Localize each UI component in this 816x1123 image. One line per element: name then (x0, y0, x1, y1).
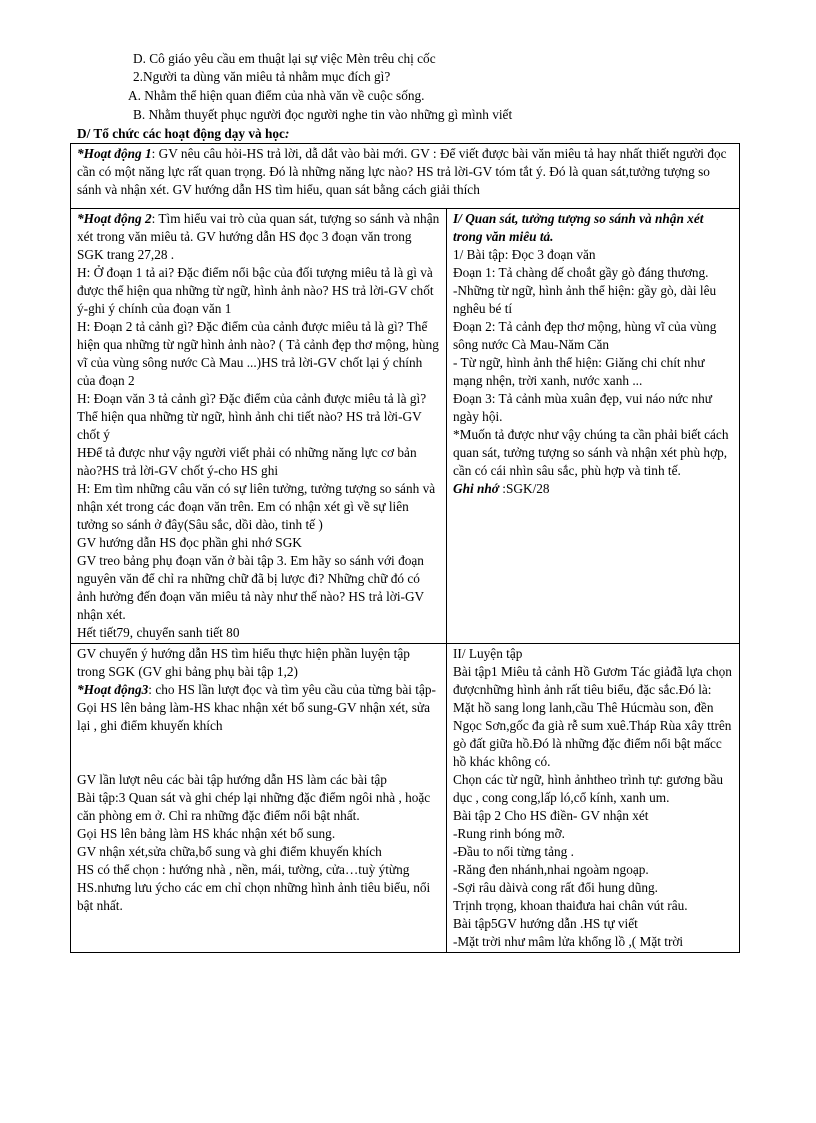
exercise-2-label: Bài tập 2 Cho HS điền- GV nhận xét (453, 808, 649, 823)
exercise-1-details: Mặt hồ sang long lanh,cầu Thê Húcmàu son, đền Ngọc Sơn,gốc đa già rễ sum xuê.Tháp Rùa xây ttrên gò đất giữa hồ.Đó là những đặc điểm nổi bật mấcc hồ khác không có. (453, 700, 732, 769)
spacer (77, 735, 441, 771)
activity2-title: *Hoạt động 2 (77, 211, 152, 226)
memory-note-text: :SGK/28 (498, 481, 550, 496)
activity3-guide: GV lần lượt nêu các bài tập hướng dẫn HS làm các bài tập (77, 772, 387, 787)
activity2-board-exercise: GV treo bảng phụ đoạn văn ở bài tập 3. Em hãy so sánh với đoạn nguyên văn để chỉ ra những chữ đã bị lược đi? Những chữ đó có ảnh hưởng đến đoạn văn miêu tả này như thế nào? HS trả lời-GV nhận xét. (77, 553, 424, 622)
activity2-intro (77, 210, 441, 264)
activity2-question-1: H: Ở đoạn 1 tả ai? Đặc điểm nổi bậc của đối tượng miêu tả là gì và được thể hiện qua những từ ngữ, hình ảnh nào? HS trả lời-GV chốt ý-ghi ý chính của đoạn văn 1 (77, 265, 434, 316)
activity2-question-5: H: Em tìm những câu văn có sự liên tưởng, tưởng tượng so sánh và nhận xét trong các đoạn văn trên. Em có nhận xét gì về sự liên tưởng so sánh ở đây(Sâu sắc, dồi dào, tinh tế ) (77, 481, 436, 532)
memory-note (453, 480, 734, 498)
conclusion-text: *Muốn tả được như vậy chúng ta cần phải biết cách quan sát, tưởng tượng so sánh và nhận xét phù hợp, cần có cái nhìn sâu sắc, phù hợp và tinh tế. (453, 427, 729, 478)
lesson-table (70, 143, 740, 953)
exercise-3-task: Bài tập:3 Quan sát và ghi chép lại những đặc điểm ngôi nhà , hoặc căn phòng em ở. Chỉ ra những đặc điểm nổi bật nhất. (77, 790, 431, 823)
section-i-heading: I/ Quan sát, tưởng tượng so sánh và nhận xét trong văn miêu tả. (453, 211, 704, 244)
exercise-2-line-2: -Đầu to nổi từng tảng . (453, 844, 574, 859)
paragraph-1-words: -Những từ ngữ, hình ảnh thể hiện: gầy gò, dài lêu nghêu bé tí (453, 283, 717, 316)
activity3-row (71, 644, 740, 953)
option-b-text: B. Nhằm thuyết phục người đọc người nghe tin vào những gì mình viết (133, 107, 513, 122)
exercise-1-words: Chọn các từ ngữ, hình ảnhtheo trình tự: gương bầu dục , cong cong,lấp ló,cổ kính, xanh um. (453, 772, 723, 805)
exercise-5-line-1: -Mặt trời như mâm lửa khổng lồ ,( Mặt trời (453, 934, 684, 949)
exercise-2-line-4: -Sợi râu dàivà cong rất đổi hung dũng. (453, 880, 658, 895)
exercise-3-feedback: GV nhận xét,sửa chữa,bổ sung và ghi điểm khuyến khích (77, 844, 382, 859)
activity3-title: *Hoạt động3 (77, 682, 149, 697)
section-heading-colon: : (284, 126, 290, 141)
paragraph-1-summary: Đoạn 1: Tả chàng dế choắt gầy gò đáng thương. (453, 265, 709, 280)
activity2-end-of-period: Hết tiết79, chuyển sanh tiết 80 (77, 625, 240, 640)
activity1-cell (71, 144, 740, 209)
activity3-title-text: : cho HS lần lượt đọc và tìm yêu cầu của từng bài tập-Gọi HS lên bảng làm-HS khac nhận xét bổ sung-GV nhận xét, sửa lại , ghi điểm khuyến khích (77, 682, 436, 733)
activity2-left-cell (71, 209, 447, 644)
paragraph-2-words: - Từ ngữ, hình ảnh thể hiện: Giăng chi chít như mạng nhện, trời xanh, nước xanh ... (453, 355, 705, 388)
paragraph-2-summary: Đoạn 2: Tả cảnh đẹp thơ mộng, hùng vĩ của vùng sông nước Cà Mau-Năm Căn (453, 319, 717, 352)
exercise-3-choices: HS có thể chọn : hướng nhà , nền, mái, tường, cửa…tuỳ ýtừng HS.nhưng lưu ýcho các em chỉ chọn những hình ảnh tiêu biểu, nổi bật nhất. (77, 862, 431, 913)
option-a-text: A. Nhằm thể hiện quan điểm của nhà văn về cuộc sống. (128, 88, 425, 103)
activity3-paragraph (77, 681, 441, 735)
activity2-question-2: H: Đoạn 2 tả cảnh gì? Đặc điểm của cảnh được miêu tả là gì? Thể hiện qua những từ ngữ hình ảnh nào? ( Tả cảnh đẹp thơ mộng, hùng vĩ của vùng sông nước Cà Mau ...)HS trả lời-GV chốt lại ý chính của đoạn 2 (77, 319, 439, 388)
activity2-row (71, 209, 740, 644)
exercise-1-label: 1/ Bài tập: Đọc 3 đoạn văn (453, 247, 596, 262)
activity2-intro-text: : Tìm hiểu vai trò của quan sát, tượng so sánh và nhận xét trong văn miêu tả. GV hướng dẫn HS đọc 3 đoạn văn trong SGK trang 27,28 . (77, 211, 440, 262)
activity1-paragraph (77, 145, 734, 199)
section-ii-heading: II/ Luyện tập (453, 646, 523, 661)
exercise-2-line-3: -Răng đen nhánh,nhai ngoàm ngoạp. (453, 862, 649, 877)
activity1-title: *Hoạt động 1 (77, 146, 152, 161)
exercise-1-answer: Bài tập1 Miêu tả cảnh Hồ Gươm Tác giảđã lựa chọn đượcnhững hình ảnh rất tiêu biểu, đặc sắc.Đó là: (453, 664, 732, 697)
activity3-intro: GV chuyển ý hướng dẫn HS tìm hiểu thực hiện phần luyện tập trong SGK (GV ghi bảng phụ bài tập 1,2) (77, 646, 410, 679)
activity2-right-cell (447, 209, 740, 644)
activity1-text: : GV nêu câu hỏi-HS trả lời, dẫ dắt vào bài mới. GV : Để viết được bài văn miêu tả hay nhất thiết người đọc cần có một năng lực rất quan trọng. Đó là những năng lực nào? HS trả lời-GV tóm tắt ý. Đó là quan sát,tưởng tượng so sánh và nhận xét. GV hướng dẫn HS tìm hiểu, quan sát bằng cách giải thích (77, 146, 727, 197)
activity3-right-cell (447, 644, 740, 953)
activity2-guide-note: GV hướng dẫn HS đọc phần ghi nhớ SGK (77, 535, 302, 550)
exercise-5-label: Bài tập5GV hướng dẫn .HS tự viết (453, 916, 638, 931)
activity1-row (71, 144, 740, 209)
paragraph-3-summary: Đoạn 3: Tả cảnh mùa xuân đẹp, vui náo nức như ngày hội. (453, 391, 712, 424)
exercise-3-board: Gọi HS lên bảng làm HS khác nhận xét bổ sung. (77, 826, 336, 841)
exercise-2-line-5: Trịnh trọng, khoan thaiđưa hai chân vút râu. (453, 898, 688, 913)
option-d-text: D. Cô giáo yêu cầu em thuật lại sự việc Mèn trêu chị cốc (133, 51, 436, 66)
exercise-2-line-1: -Rung rinh bóng mỡ. (453, 826, 565, 841)
section-heading-text: D/ Tổ chức các hoạt động dạy và học (77, 126, 285, 141)
memory-note-label: Ghi nhớ (453, 481, 499, 496)
activity2-question-4: HĐể tả được như vậy người viết phải có những năng lực cơ bản nào?HS trả lời-GV chốt ý-cho HS ghi (77, 445, 417, 478)
question-2-text: 2.Người ta dùng văn miêu tả nhằm mục đích gì? (133, 69, 391, 84)
section-heading (77, 125, 289, 143)
activity3-left-cell (71, 644, 447, 953)
activity2-question-3: H: Đoạn văn 3 tả cảnh gì? Đặc điểm của cảnh được miêu tả là gì? Thể hiện qua những từ ngữ, hình ảnh chi tiết nào? HS trả lời-GV chốt ý (77, 391, 427, 442)
